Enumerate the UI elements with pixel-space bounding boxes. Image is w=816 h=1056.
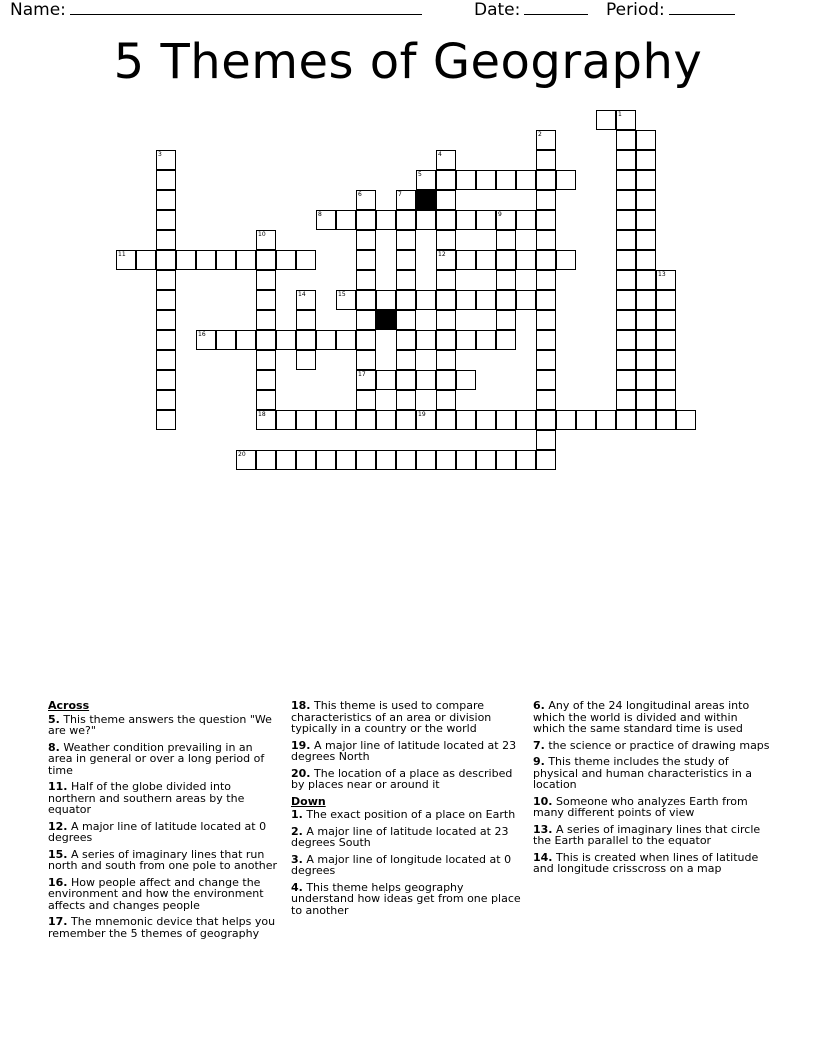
grid-cell[interactable] — [496, 230, 516, 250]
grid-cell[interactable] — [656, 410, 676, 430]
grid-cell[interactable] — [176, 250, 196, 270]
clue-number: 5 — [418, 171, 422, 178]
clue-number-label: 19. — [291, 738, 311, 752]
grid-cell[interactable] — [616, 170, 636, 190]
grid-cell[interactable] — [596, 410, 616, 430]
clue-text: Someone who analyzes Earth from many different points of view — [533, 794, 748, 819]
grid-cell[interactable] — [456, 330, 476, 350]
grid-cell[interactable] — [516, 170, 536, 190]
grid-cell[interactable] — [216, 250, 236, 270]
grid-cell[interactable] — [356, 410, 376, 430]
blocked-cell — [416, 190, 436, 210]
clue-number: 16 — [198, 331, 206, 338]
grid-cell[interactable] — [156, 310, 176, 330]
clue-text: The location of a place as described by places near or around it — [291, 766, 513, 791]
grid-cell[interactable] — [256, 250, 276, 270]
grid-cell[interactable] — [656, 310, 676, 330]
grid-cell[interactable] — [396, 310, 416, 330]
grid-cell[interactable] — [616, 230, 636, 250]
grid-cell[interactable] — [476, 290, 496, 310]
grid-cell[interactable] — [256, 230, 276, 250]
grid-cell[interactable] — [616, 290, 636, 310]
clue-text: The exact position of a place on Earth — [302, 808, 516, 821]
grid-cell[interactable] — [536, 290, 556, 310]
grid-cell[interactable] — [576, 410, 596, 430]
clue-number-label: 15. — [48, 847, 68, 861]
grid-cell[interactable] — [356, 450, 376, 470]
clue-number: 13 — [658, 271, 666, 278]
grid-cell[interactable] — [616, 130, 636, 150]
grid-cell[interactable] — [296, 410, 316, 430]
grid-cell[interactable] — [536, 430, 556, 450]
clue-number: 2 — [538, 131, 542, 138]
grid-cell[interactable] — [536, 190, 556, 210]
grid-cell[interactable] — [356, 370, 376, 390]
clue-text: A major line of latitude located at 23 degrees South — [291, 824, 509, 849]
clue-text: Half of the globe divided into northern and southern areas by the equator — [48, 780, 245, 816]
grid-cell[interactable] — [536, 330, 556, 350]
grid-cell[interactable] — [456, 290, 476, 310]
grid-cell[interactable] — [616, 250, 636, 270]
clue-item — [291, 740, 523, 763]
crossword-grid[interactable] — [0, 0, 816, 520]
grid-cell[interactable] — [296, 250, 316, 270]
grid-cell[interactable] — [396, 190, 416, 210]
grid-cell[interactable] — [616, 110, 636, 130]
clue-text: This is created when lines of latitude and longitude crisscross on a map — [533, 850, 759, 875]
grid-cell[interactable] — [496, 250, 516, 270]
grid-cell[interactable] — [416, 330, 436, 350]
clue-text: This theme answers the question "We are we?" — [48, 712, 272, 737]
grid-cell[interactable] — [296, 310, 316, 330]
clue-text: This theme includes the study of physical and human characteristics in a location — [533, 755, 753, 791]
grid-cell[interactable] — [296, 350, 316, 370]
grid-cell[interactable] — [616, 370, 636, 390]
grid-cell[interactable] — [636, 330, 656, 350]
grid-cell[interactable] — [436, 310, 456, 330]
clue-item — [291, 809, 523, 821]
clue-number-label: 6. — [533, 699, 545, 712]
grid-cell[interactable] — [436, 450, 456, 470]
grid-cell[interactable] — [476, 170, 496, 190]
grid-cell[interactable] — [436, 230, 456, 250]
grid-cell[interactable] — [516, 290, 536, 310]
grid-cell[interactable] — [356, 190, 376, 210]
clue-number-label: 12. — [48, 819, 68, 833]
clue-item — [48, 916, 280, 939]
clue-number: 18 — [258, 411, 266, 418]
grid-cell[interactable] — [436, 150, 456, 170]
grid-cell[interactable] — [636, 290, 656, 310]
grid-cell[interactable] — [336, 450, 356, 470]
grid-cell[interactable] — [356, 290, 376, 310]
grid-cell[interactable] — [156, 230, 176, 250]
clue-item — [48, 821, 280, 844]
grid-cell[interactable] — [476, 450, 496, 470]
down-clue-list — [291, 809, 523, 916]
clue-item — [48, 877, 280, 912]
across-clue-list-continued — [291, 700, 523, 791]
grid-cell[interactable] — [256, 390, 276, 410]
clue-number: 15 — [338, 291, 346, 298]
grid-cell[interactable] — [456, 450, 476, 470]
clue-item — [48, 781, 280, 816]
grid-cell[interactable] — [536, 390, 556, 410]
grid-cell[interactable] — [456, 210, 476, 230]
grid-cell[interactable] — [316, 450, 336, 470]
clue-number: 1 — [618, 111, 622, 118]
grid-cell[interactable] — [616, 210, 636, 230]
grid-cell[interactable] — [556, 250, 576, 270]
grid-cell[interactable] — [296, 330, 316, 350]
clue-number-label: 5. — [48, 712, 60, 726]
grid-cell[interactable] — [476, 410, 496, 430]
grid-cell[interactable] — [156, 250, 176, 270]
grid-cell[interactable] — [436, 210, 456, 230]
grid-cell[interactable] — [316, 410, 336, 430]
grid-cell[interactable] — [336, 410, 356, 430]
clue-text: Any of the 24 longitudinal areas into which the world is divided and within which the same standard time is used — [533, 699, 750, 735]
grid-cell[interactable] — [496, 410, 516, 430]
grid-cell[interactable] — [416, 370, 436, 390]
clue-number: 4 — [438, 151, 442, 158]
grid-cell[interactable] — [356, 310, 376, 330]
date-label: Date: — [474, 0, 521, 20]
across-clue-list — [48, 714, 280, 940]
grid-cell[interactable] — [536, 450, 556, 470]
clue-item — [48, 714, 280, 737]
grid-cell[interactable] — [396, 250, 416, 270]
grid-cell[interactable] — [336, 210, 356, 230]
grid-cell[interactable] — [436, 170, 456, 190]
grid-cell[interactable] — [256, 450, 276, 470]
grid-cell[interactable] — [156, 190, 176, 210]
clue-text: This theme helps geography understand how ideas get from one place to another — [291, 880, 521, 917]
grid-cell[interactable] — [156, 170, 176, 190]
clue-number: 19 — [418, 411, 426, 418]
grid-cell[interactable] — [196, 250, 216, 270]
clue-text: How people affect and change the environment and how the environment affects and changes people — [48, 875, 264, 912]
clue-number-label: 2. — [291, 824, 303, 838]
grid-cell[interactable] — [156, 410, 176, 430]
grid-cell[interactable] — [636, 170, 656, 190]
grid-cell[interactable] — [516, 210, 536, 230]
grid-cell[interactable] — [536, 250, 556, 270]
clue-text: A major line of latitude located at 23 degrees North — [291, 738, 517, 763]
clue-number-label: 3. — [291, 852, 303, 866]
clues-column-1 — [48, 700, 280, 944]
clue-item — [291, 700, 523, 735]
grid-cell[interactable] — [516, 410, 536, 430]
clue-item — [533, 700, 773, 735]
grid-cell[interactable] — [616, 150, 636, 170]
clue-item — [48, 742, 280, 777]
grid-cell[interactable] — [616, 330, 636, 350]
grid-cell[interactable] — [516, 450, 536, 470]
grid-cell[interactable] — [556, 170, 576, 190]
grid-cell[interactable] — [416, 210, 436, 230]
grid-cell[interactable] — [636, 150, 656, 170]
grid-cell[interactable] — [436, 410, 456, 430]
grid-cell[interactable] — [656, 390, 676, 410]
grid-cell[interactable] — [636, 230, 656, 250]
grid-cell[interactable] — [656, 330, 676, 350]
name-label: Name: — [10, 0, 66, 20]
grid-cell[interactable] — [536, 170, 556, 190]
grid-cell[interactable] — [636, 370, 656, 390]
grid-cell[interactable] — [376, 450, 396, 470]
period-label: Period: — [606, 0, 665, 20]
grid-cell[interactable] — [376, 210, 396, 230]
clue-item — [48, 849, 280, 872]
grid-cell[interactable] — [536, 150, 556, 170]
grid-cell[interactable] — [396, 270, 416, 290]
grid-cell[interactable] — [336, 290, 356, 310]
grid-cell[interactable] — [516, 250, 536, 270]
grid-cell[interactable] — [616, 390, 636, 410]
grid-cell[interactable] — [536, 270, 556, 290]
clue-number: 7 — [398, 191, 402, 198]
grid-cell[interactable] — [636, 130, 656, 150]
clue-item — [533, 740, 773, 752]
grid-cell[interactable] — [276, 330, 296, 350]
grid-cell[interactable] — [636, 210, 656, 230]
grid-cell[interactable] — [636, 390, 656, 410]
grid-cell[interactable] — [396, 390, 416, 410]
grid-cell[interactable] — [536, 370, 556, 390]
grid-cell[interactable] — [456, 410, 476, 430]
grid-cell[interactable] — [616, 310, 636, 330]
clue-text: A major line of latitude located at 0 degrees — [48, 819, 267, 844]
clue-item — [533, 852, 773, 875]
grid-cell[interactable] — [616, 410, 636, 430]
grid-cell[interactable] — [376, 290, 396, 310]
grid-cell[interactable] — [636, 270, 656, 290]
down-clue-list-continued — [533, 700, 773, 875]
clue-item — [533, 756, 773, 791]
grid-cell[interactable] — [556, 410, 576, 430]
clue-number-label: 1. — [291, 808, 303, 821]
clue-text: A series of imaginary lines that circle the Earth parallel to the equator — [533, 822, 761, 847]
grid-cell[interactable] — [536, 410, 556, 430]
grid-cell[interactable] — [236, 330, 256, 350]
grid-cell[interactable] — [636, 310, 656, 330]
grid-cell[interactable] — [436, 350, 456, 370]
down-heading: Down — [291, 794, 326, 808]
grid-cell[interactable] — [196, 330, 216, 350]
grid-cell[interactable] — [436, 370, 456, 390]
grid-cell[interactable] — [156, 210, 176, 230]
grid-cell[interactable] — [356, 230, 376, 250]
grid-cell[interactable] — [156, 290, 176, 310]
clues-column-2 — [291, 700, 523, 921]
grid-cell[interactable] — [536, 210, 556, 230]
clue-number: 14 — [298, 291, 306, 298]
grid-cell[interactable] — [536, 130, 556, 150]
grid-cell[interactable] — [456, 170, 476, 190]
grid-cell[interactable] — [356, 250, 376, 270]
grid-cell[interactable] — [116, 250, 136, 270]
grid-cell[interactable] — [156, 150, 176, 170]
grid-cell[interactable] — [436, 190, 456, 210]
grid-cell[interactable] — [376, 370, 396, 390]
clue-item — [291, 826, 523, 849]
clue-number-label: 14. — [533, 850, 553, 864]
grid-cell[interactable] — [396, 210, 416, 230]
grid-cell[interactable] — [316, 210, 336, 230]
clue-number-label: 4. — [291, 880, 303, 894]
grid-cell[interactable] — [416, 290, 436, 310]
grid-cell[interactable] — [496, 330, 516, 350]
clue-item — [533, 824, 773, 847]
grid-cell[interactable] — [336, 330, 356, 350]
clue-number: 11 — [118, 251, 126, 258]
clue-item — [291, 882, 523, 917]
grid-cell[interactable] — [396, 350, 416, 370]
grid-cell[interactable] — [256, 410, 276, 430]
grid-cell[interactable] — [536, 310, 556, 330]
grid-cell[interactable] — [216, 330, 236, 350]
grid-cell[interactable] — [436, 290, 456, 310]
clue-number: 6 — [358, 191, 362, 198]
grid-cell[interactable] — [616, 350, 636, 370]
grid-cell[interactable] — [156, 330, 176, 350]
grid-cell[interactable] — [456, 370, 476, 390]
grid-cell[interactable] — [276, 410, 296, 430]
clue-number: 8 — [318, 211, 322, 218]
grid-cell[interactable] — [396, 290, 416, 310]
grid-cell[interactable] — [416, 170, 436, 190]
grid-cell[interactable] — [156, 270, 176, 290]
clue-item — [533, 796, 773, 819]
grid-cell[interactable] — [396, 330, 416, 350]
clue-number-label: 16. — [48, 875, 68, 889]
clue-number: 17 — [358, 371, 366, 378]
clue-number: 12 — [438, 251, 446, 258]
clues-column-3 — [533, 700, 773, 880]
grid-cell[interactable] — [256, 370, 276, 390]
grid-cell[interactable] — [496, 290, 516, 310]
clue-item — [291, 768, 523, 791]
grid-cell[interactable] — [356, 350, 376, 370]
grid-cell[interactable] — [256, 310, 276, 330]
grid-cell[interactable] — [656, 290, 676, 310]
grid-cell[interactable] — [416, 410, 436, 430]
grid-cell[interactable] — [256, 270, 276, 290]
clue-number-label: 11. — [48, 780, 68, 793]
grid-cell[interactable] — [256, 330, 276, 350]
clue-text: The mnemonic device that helps you remember the 5 themes of geography — [48, 915, 276, 940]
clue-number: 20 — [238, 451, 246, 458]
clue-number-label: 13. — [533, 822, 553, 836]
grid-cell[interactable] — [476, 330, 496, 350]
grid-cell[interactable] — [296, 450, 316, 470]
grid-cell[interactable] — [416, 450, 436, 470]
grid-cell[interactable] — [356, 270, 376, 290]
grid-cell[interactable] — [596, 110, 616, 130]
grid-cell[interactable] — [396, 410, 416, 430]
grid-cell[interactable] — [616, 190, 636, 210]
clue-number: 9 — [498, 211, 502, 218]
grid-cell[interactable] — [256, 290, 276, 310]
grid-cell[interactable] — [636, 250, 656, 270]
grid-cell[interactable] — [356, 330, 376, 350]
clue-number-label: 17. — [48, 915, 68, 928]
page-title: 5 Themes of Geography — [113, 34, 703, 90]
grid-cell[interactable] — [496, 270, 516, 290]
grid-cell[interactable] — [136, 250, 156, 270]
grid-cell[interactable] — [256, 350, 276, 370]
grid-cell[interactable] — [356, 390, 376, 410]
clue-number-label: 9. — [533, 755, 545, 768]
clue-number: 10 — [258, 231, 266, 238]
clue-number-label: 18. — [291, 699, 311, 712]
grid-cell[interactable] — [636, 350, 656, 370]
clue-text: A major line of longitude located at 0 degrees — [291, 852, 512, 877]
grid-cell[interactable] — [536, 230, 556, 250]
clue-text: the science or practice of drawing maps — [544, 738, 770, 752]
grid-cell[interactable] — [676, 410, 696, 430]
grid-cell[interactable] — [436, 270, 456, 290]
grid-cell[interactable] — [156, 350, 176, 370]
grid-cell[interactable] — [436, 250, 456, 270]
clue-text: Weather condition prevailing in an area in general or over a long period of time — [48, 740, 265, 777]
grid-cell[interactable] — [296, 290, 316, 310]
grid-cell[interactable] — [276, 250, 296, 270]
grid-cell[interactable] — [656, 350, 676, 370]
grid-cell[interactable] — [656, 370, 676, 390]
grid-cell[interactable] — [276, 450, 296, 470]
grid-cell[interactable] — [496, 310, 516, 330]
grid-cell[interactable] — [636, 190, 656, 210]
grid-cell[interactable] — [496, 170, 516, 190]
grid-cell[interactable] — [536, 350, 556, 370]
clue-text: A series of imaginary lines that run north and south from one pole to another — [48, 847, 278, 872]
grid-cell[interactable] — [316, 330, 336, 350]
grid-cell[interactable] — [616, 270, 636, 290]
grid-cell[interactable] — [156, 370, 176, 390]
grid-cell[interactable] — [156, 390, 176, 410]
grid-cell[interactable] — [436, 390, 456, 410]
grid-cell[interactable] — [376, 410, 396, 430]
grid-cell[interactable] — [396, 230, 416, 250]
grid-cell[interactable] — [396, 450, 416, 470]
blocked-cell — [376, 310, 396, 330]
grid-cell[interactable] — [636, 410, 656, 430]
clue-number: 3 — [158, 151, 162, 158]
grid-cell[interactable] — [496, 450, 516, 470]
grid-cell[interactable] — [436, 330, 456, 350]
grid-cell[interactable] — [656, 270, 676, 290]
grid-cell[interactable] — [236, 250, 256, 270]
grid-cell[interactable] — [356, 210, 376, 230]
clue-number-label: 8. — [48, 740, 60, 754]
grid-cell[interactable] — [476, 210, 496, 230]
clue-number-label: 7. — [533, 738, 545, 752]
across-heading: Across — [48, 699, 90, 712]
grid-cell[interactable] — [496, 210, 516, 230]
grid-cell[interactable] — [236, 450, 256, 470]
grid-cell[interactable] — [476, 250, 496, 270]
clue-item — [291, 854, 523, 877]
clue-number-label: 20. — [291, 766, 311, 780]
grid-cell[interactable] — [396, 370, 416, 390]
clue-text: This theme is used to compare characteristics of an area or division typically in a country or the world — [291, 699, 492, 735]
grid-cell[interactable] — [456, 250, 476, 270]
clue-number-label: 10. — [533, 794, 553, 808]
